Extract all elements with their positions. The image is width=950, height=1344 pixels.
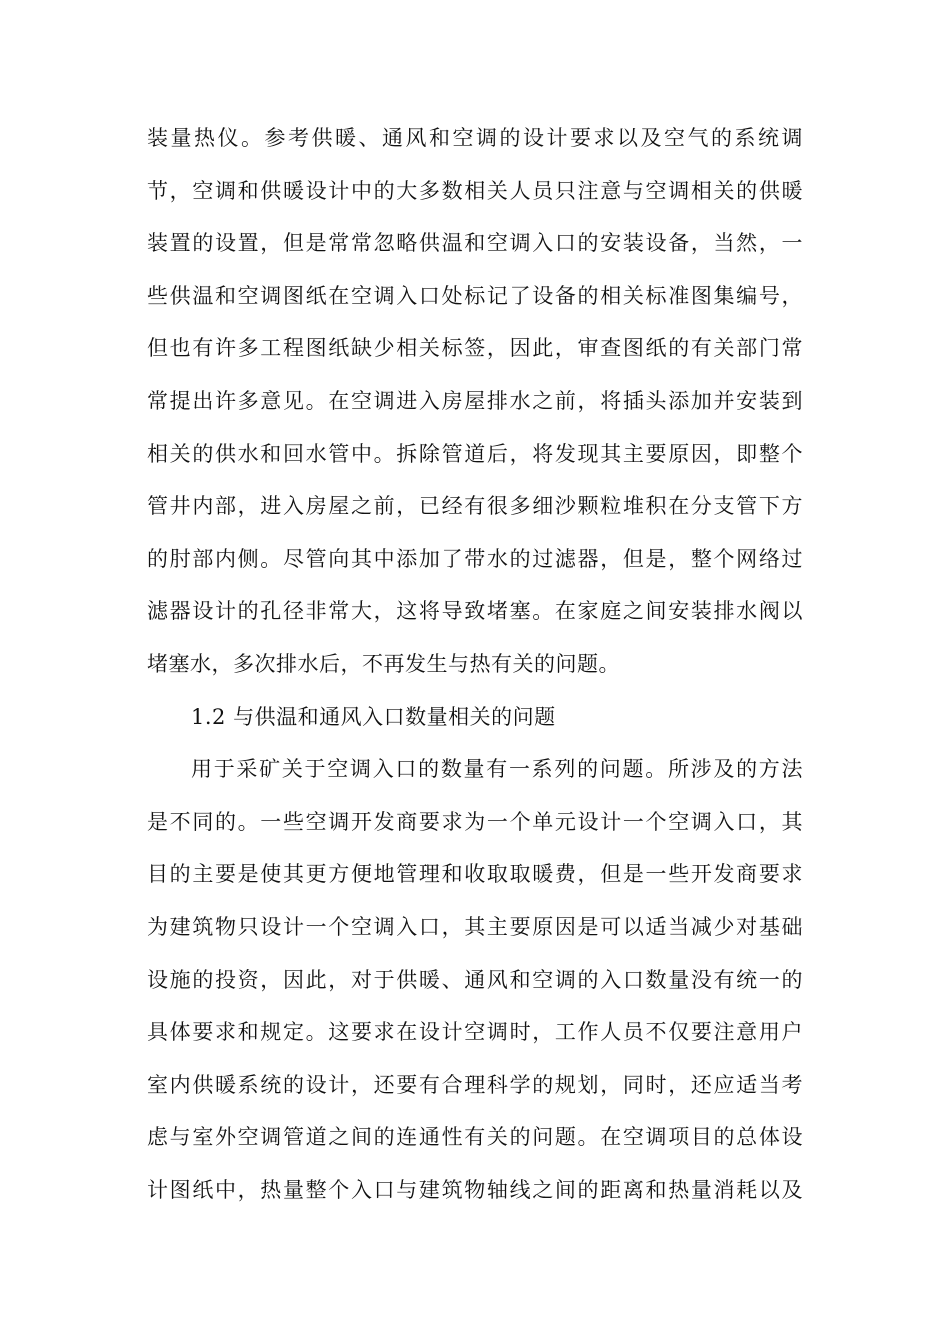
text-line-18: 具体要求和规定。这要求在设计空调时，工作人员不仅要注意用户 [147, 1020, 803, 1045]
text-line-9: 的肘部内侧。尽管向其中添加了带水的过滤器，但是，整个网络过 [147, 546, 803, 571]
text-line-17: 设施的投资，因此，对于供暖、通风和空调的入口数量没有统一的 [147, 967, 803, 992]
text-line-10: 滤器设计的孔径非常大，这将导致堵塞。在家庭之间安装排水阀以 [147, 599, 803, 624]
text-line-6: 常提出许多意见。在空调进入房屋排水之前，将插头添加并安装到 [147, 388, 803, 413]
section-heading: 1.2 与供温和通风入口数量相关的问题 [191, 704, 556, 729]
text-line-11: 堵塞水，多次排水后，不再发生与热有关的问题。 [147, 651, 620, 676]
text-line-21: 计图纸中，热量整个入口与建筑物轴线之间的距离和热量消耗以及 [147, 1177, 803, 1202]
text-line-7: 相关的供水和回水管中。拆除管道后，将发现其主要原因，即整个 [147, 441, 803, 466]
text-line-3: 装置的设置，但是常常忽略供温和空调入口的安装设备，当然，一 [147, 231, 803, 256]
text-line-14: 是不同的。一些空调开发商要求为一个单元设计一个空调入口，其 [147, 809, 803, 834]
text-line-4: 些供温和空调图纸在空调入口处标记了设备的相关标准图集编号， [147, 283, 803, 308]
text-line-20: 虑与室外空调管道之间的连通性有关的问题。在空调项目的总体设 [147, 1125, 803, 1150]
text-line-13: 用于采矿关于空调入口的数量有一系列的问题。所涉及的方法 [191, 757, 803, 782]
text-line-16: 为建筑物只设计一个空调入口，其主要原因是可以适当减少对基础 [147, 914, 803, 939]
text-line-2: 节，空调和供暖设计中的大多数相关人员只注意与空调相关的供暖 [147, 178, 803, 203]
text-line-5: 但也有许多工程图纸缺少相关标签，因此，审查图纸的有关部门常 [147, 336, 803, 361]
text-line-19: 室内供暖系统的设计，还要有合理科学的规划，同时，还应适当考 [147, 1072, 803, 1097]
text-line-15: 目的主要是使其更方便地管理和收取取暖费，但是一些开发商要求 [147, 862, 803, 887]
text-line-1: 装量热仪。参考供暖、通风和空调的设计要求以及空气的系统调 [147, 126, 803, 150]
body-text [147, 116, 803, 1220]
text-line-8: 管井内部，进入房屋之前，已经有很多细沙颗粒堆积在分支管下方 [147, 494, 803, 519]
